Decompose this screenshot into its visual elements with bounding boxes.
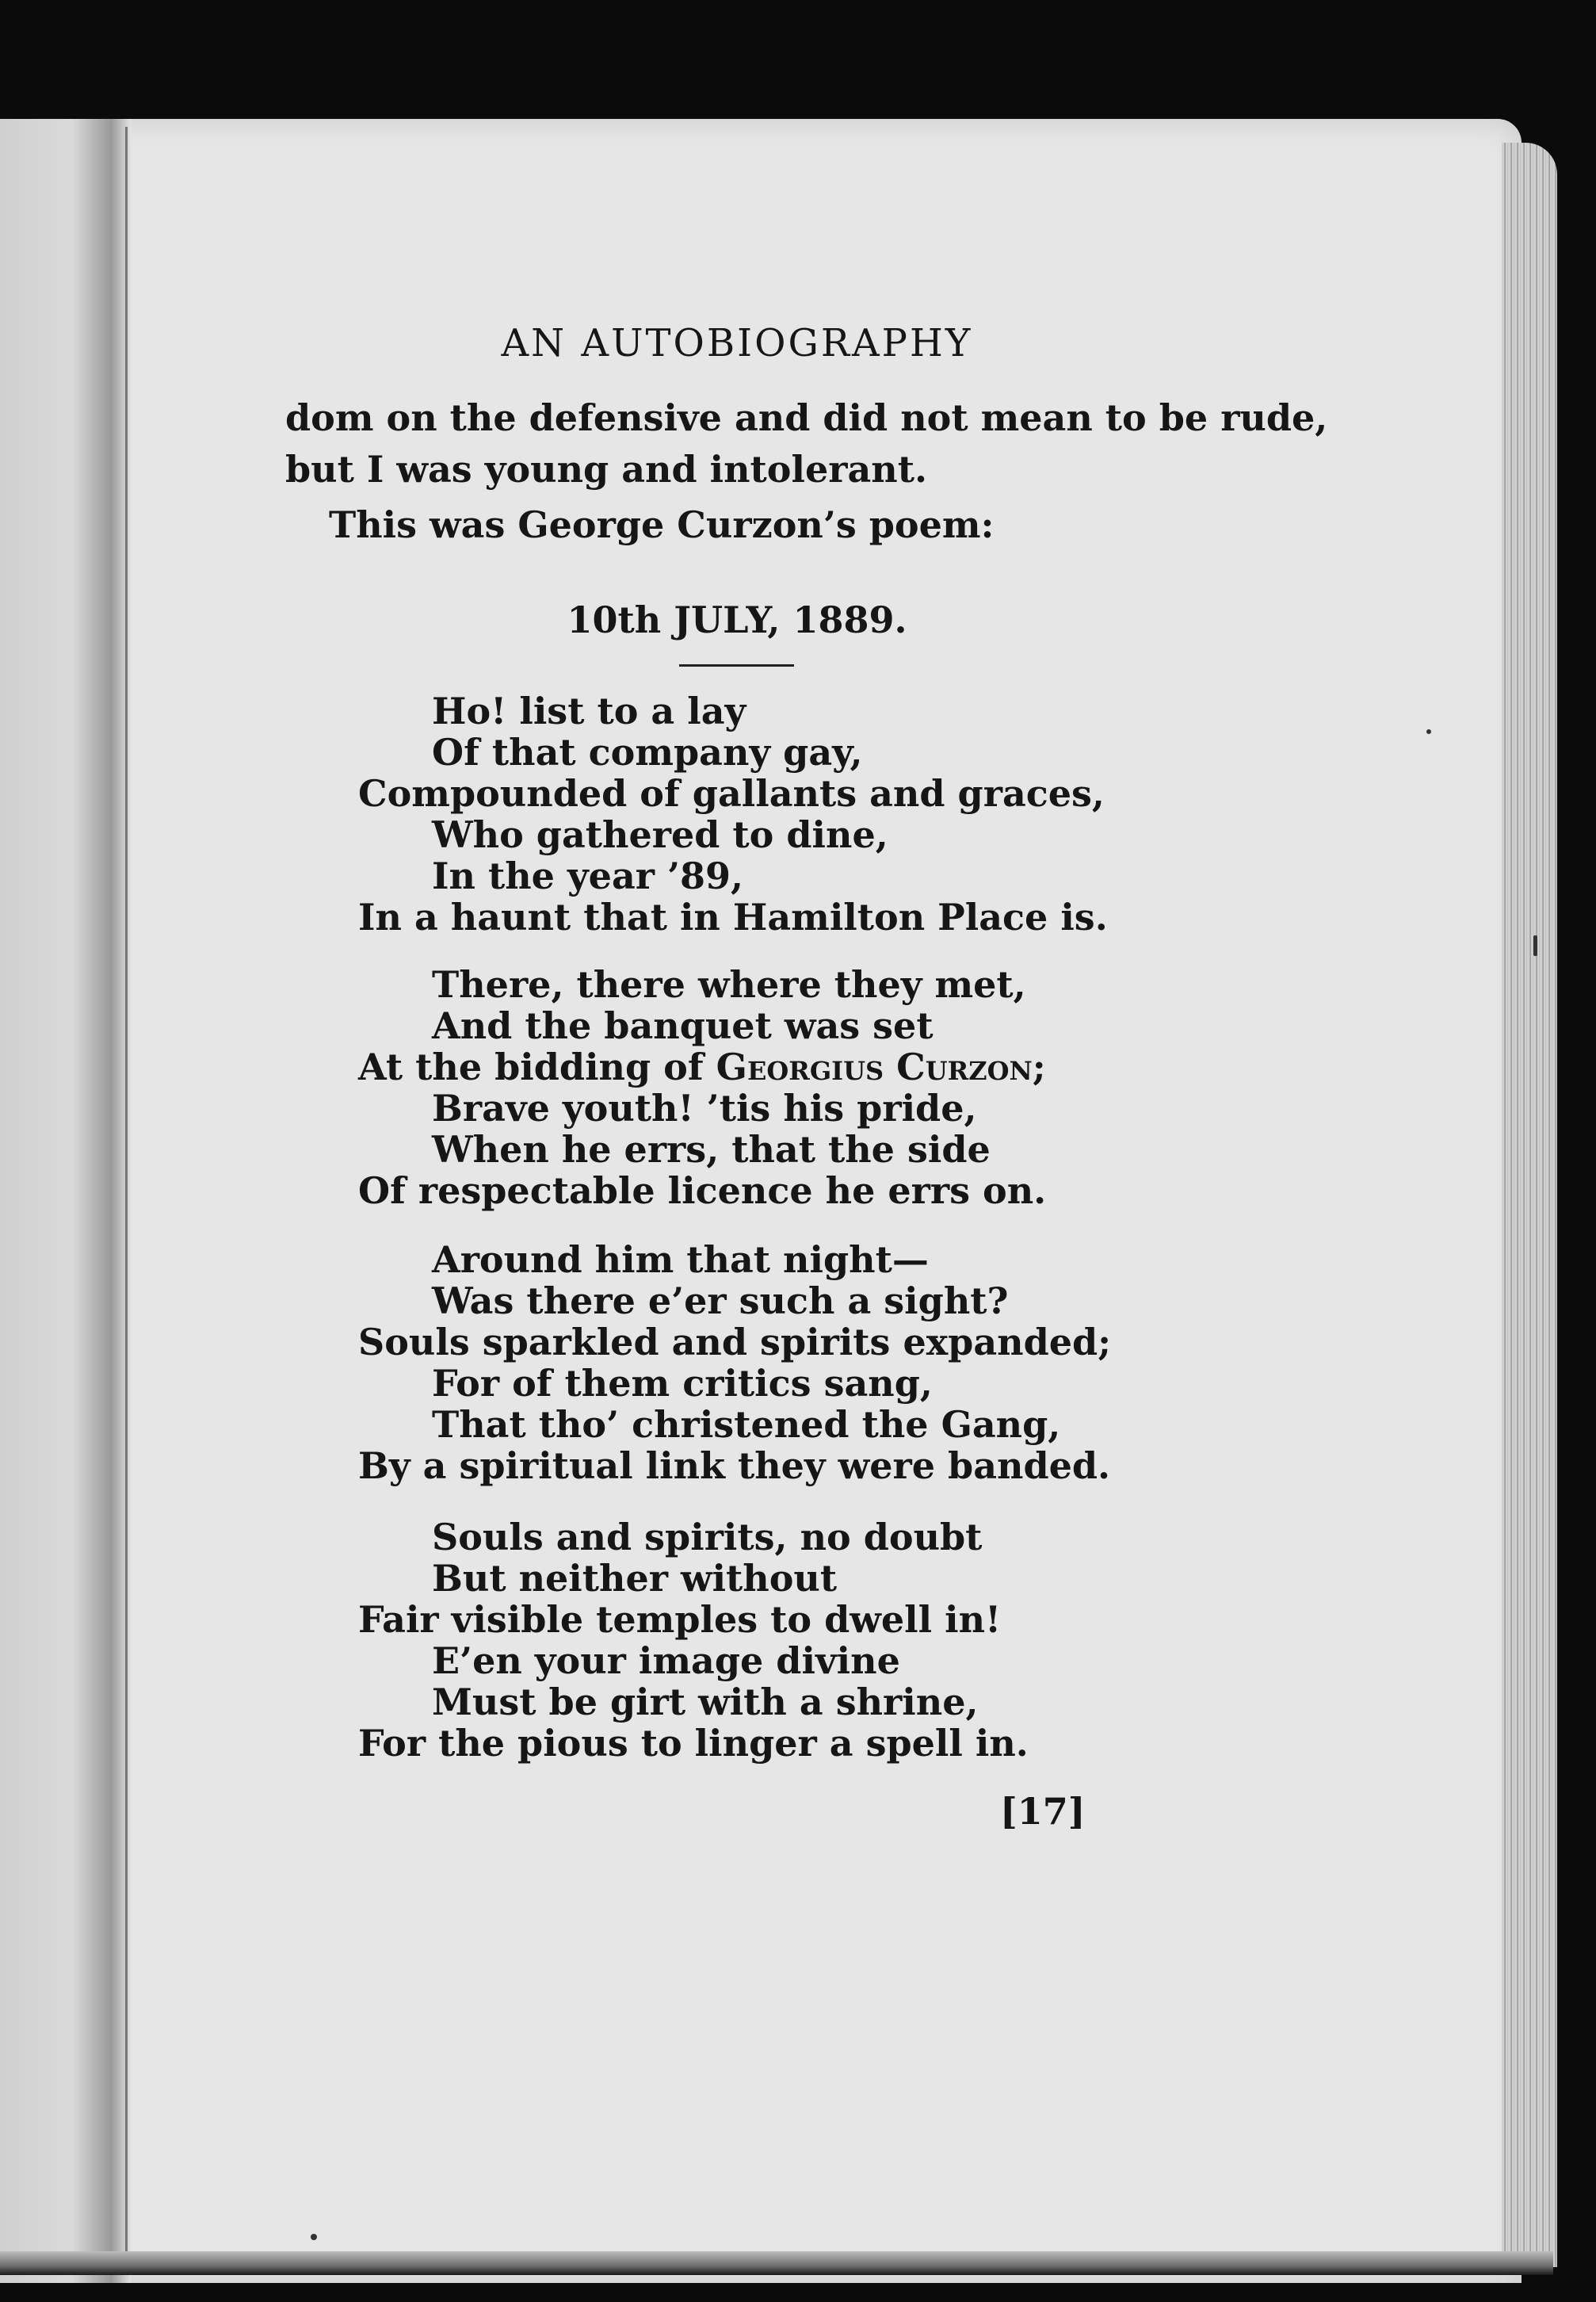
verse-line: By a spiritual link they were banded. bbox=[358, 1444, 1111, 1487]
verse-line: Who gathered to dine, bbox=[432, 813, 888, 856]
verse-fragment: At the bidding of bbox=[358, 1046, 716, 1088]
page-number: [17] bbox=[1000, 1790, 1086, 1833]
verse-line: Around him that night— bbox=[432, 1238, 929, 1281]
prose-line: dom on the defensive and did not mean to be rude, bbox=[285, 396, 1328, 439]
verse-line: E’en your image divine bbox=[432, 1639, 900, 1682]
book-gutter bbox=[0, 119, 131, 2283]
running-head bbox=[0, 321, 1474, 365]
verse-line: Ho! list to a lay bbox=[432, 690, 746, 732]
dust-speck bbox=[311, 2234, 317, 2240]
verse-line: Fair visible temples to dwell in! bbox=[358, 1598, 1002, 1641]
verse-line: When he errs, that the side bbox=[432, 1128, 991, 1171]
prose-line: but I was young and intolerant. bbox=[285, 448, 927, 491]
verse-line: Must be girt with a shrine, bbox=[432, 1681, 979, 1723]
poem-title: 10th JULY, 1889. bbox=[567, 598, 907, 641]
gutter-line bbox=[125, 127, 128, 2267]
verse-line: For the pious to linger a spell in. bbox=[358, 1722, 1029, 1765]
dust-speck bbox=[1426, 729, 1431, 734]
verse-line: Brave youth! ’tis his pride, bbox=[432, 1087, 977, 1130]
name-small-caps: Georgius Curzon bbox=[716, 1046, 1033, 1088]
verse-line: Was there e’er such a sight? bbox=[432, 1279, 1009, 1322]
verse-line: Souls sparkled and spirits expanded; bbox=[358, 1321, 1112, 1363]
page-edges bbox=[1502, 143, 1557, 2267]
verse-line: In the year ’89, bbox=[432, 855, 744, 897]
verse-line: But neither without bbox=[432, 1557, 838, 1600]
verse-line: Compounded of gallants and graces, bbox=[358, 772, 1105, 815]
dust-speck bbox=[1533, 935, 1537, 956]
verse-line: And the banquet was set bbox=[432, 1004, 934, 1047]
verse-line: For of them critics sang, bbox=[432, 1362, 933, 1405]
verse-line: Souls and spirits, no doubt bbox=[432, 1516, 983, 1558]
verse-line: Of respectable licence he errs on. bbox=[358, 1169, 1047, 1212]
verse-line: There, there where they met, bbox=[432, 963, 1026, 1006]
running-head-text: AN AUTOBIOGRAPHY bbox=[501, 321, 973, 365]
verse-line: Of that company gay, bbox=[432, 731, 863, 774]
verse-fragment: ; bbox=[1032, 1046, 1046, 1088]
title-rule bbox=[679, 664, 794, 667]
verse-line: In a haunt that in Hamilton Place is. bbox=[358, 896, 1108, 939]
verse-line bbox=[358, 1046, 1046, 1088]
bottom-page-edge bbox=[0, 2251, 1553, 2275]
prose-line: This was George Curzon’s poem: bbox=[329, 503, 995, 546]
verse-line: That tho’ christened the Gang, bbox=[432, 1403, 1061, 1446]
